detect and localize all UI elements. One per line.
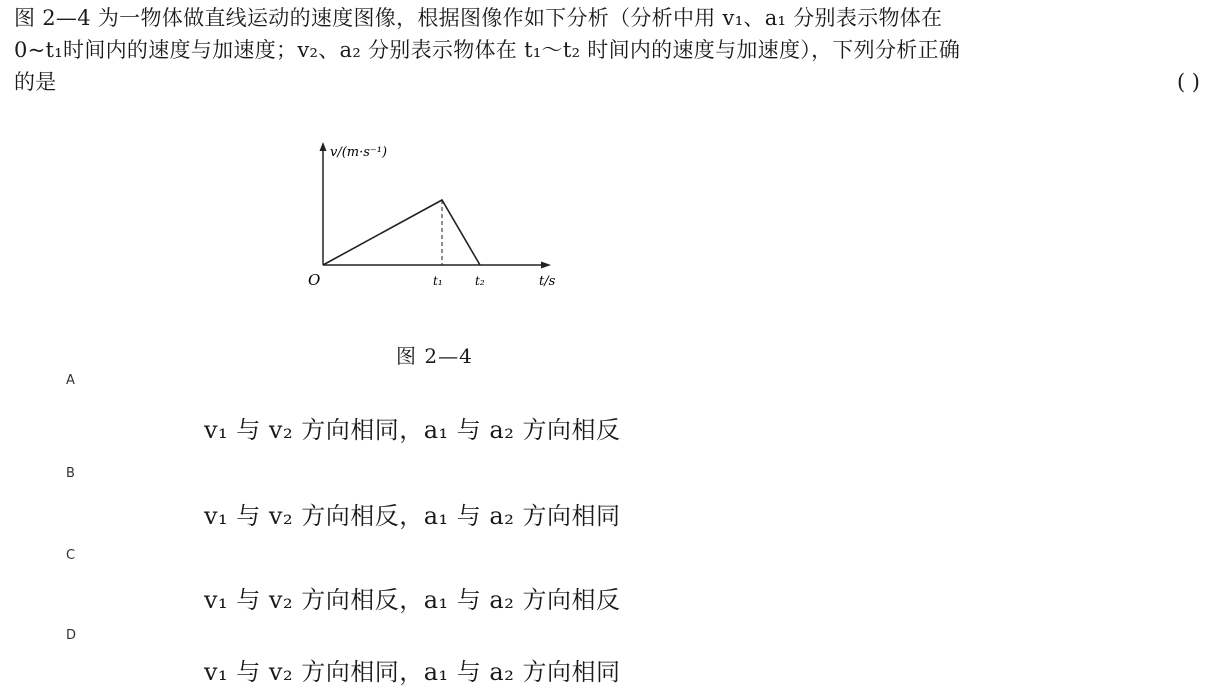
option-a-text[interactable]: v₁ 与 v₂ 方向相同，a₁ 与 a₂ 方向相反 xyxy=(204,416,621,444)
t1-label: t₁ xyxy=(433,274,443,288)
question-line-3-text: 的是 xyxy=(14,70,57,94)
y-axis-label: v/(m·s⁻¹) xyxy=(330,145,388,160)
option-d-letter[interactable]: D xyxy=(66,628,77,643)
option-c-letter[interactable]: C xyxy=(66,548,76,563)
question-line-1: 图 2—4 为一物体做直线运动的速度图像，根据图像作如下分析（分析中用 v₁、a₁ 分别表示物体在 xyxy=(14,6,943,30)
question-line-3 xyxy=(14,66,1204,98)
option-b-letter[interactable]: B xyxy=(66,466,75,481)
option-d-text[interactable]: v₁ 与 v₂ 方向相同，a₁ 与 a₂ 方向相同 xyxy=(204,658,621,686)
x-axis-arrow xyxy=(541,262,551,269)
graph-svg xyxy=(295,138,595,298)
question-line-2: 0~t₁时间内的速度与加速度；v₂、a₂ 分别表示物体在 t₁～t₂ 时间内的速度与加速度），下列分析正确 xyxy=(14,38,961,62)
y-axis-arrow xyxy=(320,142,327,151)
velocity-line xyxy=(323,200,480,265)
figure-caption: 图 2—4 xyxy=(396,344,473,368)
option-c-text[interactable]: v₁ 与 v₂ 方向相反，a₁ 与 a₂ 方向相反 xyxy=(204,586,621,614)
velocity-time-graph xyxy=(295,138,595,298)
answer-bracket: ( ) xyxy=(1176,70,1200,94)
t2-label: t₂ xyxy=(475,274,485,288)
option-b-text[interactable]: v₁ 与 v₂ 方向相反，a₁ 与 a₂ 方向相同 xyxy=(204,502,621,530)
option-a-letter[interactable]: A xyxy=(66,373,75,388)
origin-label: O xyxy=(308,271,321,289)
question-stem xyxy=(14,2,1204,98)
x-axis-label: t/s xyxy=(539,274,556,289)
